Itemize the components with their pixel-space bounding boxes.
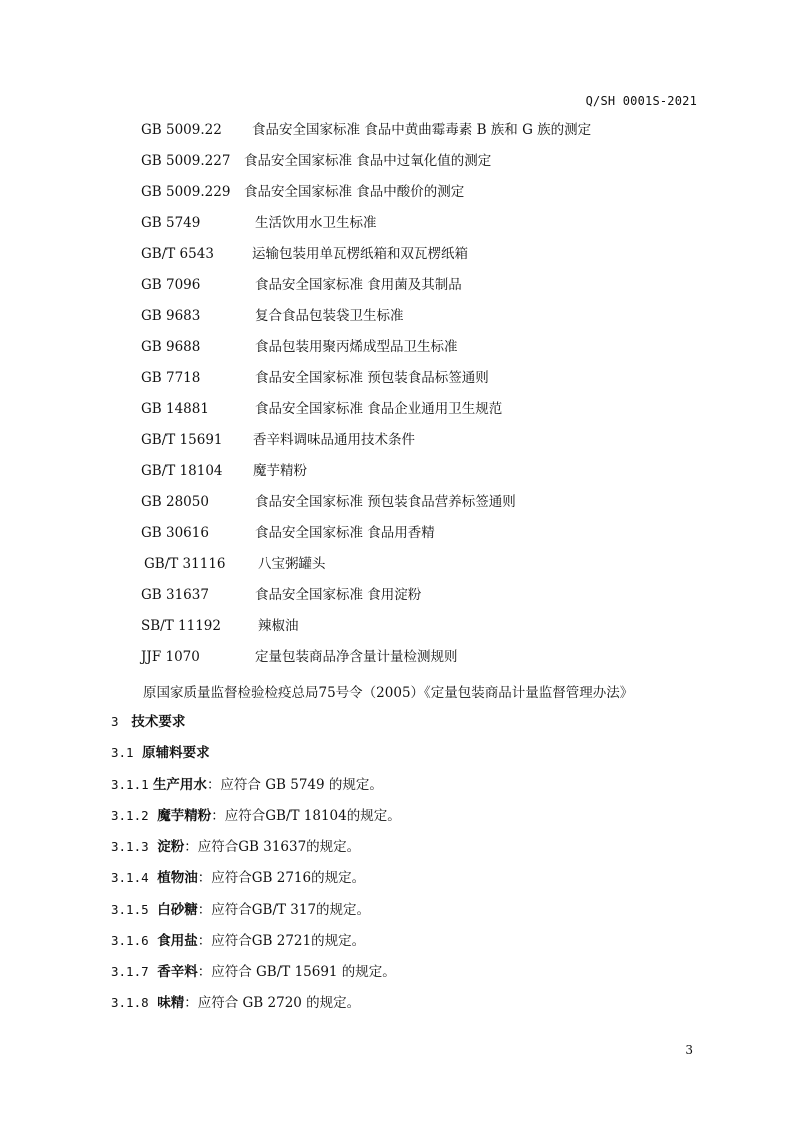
- reference-code: GB 5009.229: [141, 184, 231, 200]
- section-title: 技术要求: [131, 714, 186, 730]
- clause-label: 白砂糖: [157, 902, 198, 918]
- reference-code: GB 9688: [141, 339, 201, 355]
- reference-row: [0, 580, 793, 611]
- reference-row: [0, 549, 793, 580]
- reference-title: 食品安全国家标准 食品用香精: [255, 525, 435, 541]
- subsection-heading: [111, 741, 210, 761]
- clause-label: 香辛料: [157, 964, 198, 980]
- clause: [111, 804, 401, 824]
- reference-code: JJF 1070: [141, 649, 200, 665]
- reference-row: [0, 239, 793, 270]
- reference-title: 食品安全国家标准 食品中过氧化值的测定: [244, 153, 492, 169]
- clause-label: 淀粉: [157, 839, 185, 855]
- reference-row: [0, 270, 793, 301]
- reference-row: [0, 456, 793, 487]
- reference-title: 食品安全国家标准 食品企业通用卫生规范: [255, 401, 503, 417]
- clause-text: ：应符合GB/T 317的规定。: [197, 902, 371, 918]
- clause-text: ：应符合GB/T 18104的规定。: [211, 808, 401, 824]
- reference-code: GB/T 31116: [144, 556, 226, 572]
- reference-title: 食品安全国家标准 食用淀粉: [255, 587, 422, 603]
- clause-number: 3.1.3: [111, 839, 149, 854]
- reference-row: [0, 642, 793, 673]
- clause-text: ：应符合 GB/T 15691 的规定。: [197, 964, 396, 980]
- clause-label: 味精: [157, 995, 185, 1011]
- reference-code: GB 7718: [141, 370, 201, 386]
- clause: [111, 898, 370, 918]
- subsection-number: 3.1: [111, 745, 134, 760]
- clause: [111, 866, 365, 886]
- reference-row: [0, 487, 793, 518]
- subsection-title: 原辅料要求: [142, 745, 210, 761]
- reference-code: GB 30616: [141, 525, 209, 541]
- reference-row: [0, 611, 793, 642]
- reference-title: 食品安全国家标准 食品中黄曲霉毒素 B 族和 G 族的测定: [252, 122, 592, 138]
- reference-code: GB/T 6543: [141, 246, 214, 262]
- reference-code: GB 28050: [141, 494, 209, 510]
- reference-title: 食品安全国家标准 预包装食品营养标签通则: [255, 494, 516, 510]
- reference-code: GB 31637: [141, 587, 209, 603]
- reference-code: SB/T 11192: [141, 618, 221, 634]
- reference-title: 复合食品包装袋卫生标准: [255, 308, 404, 324]
- reference-code: GB 14881: [141, 401, 209, 417]
- reference-code: GB 5009.22: [141, 122, 222, 138]
- reference-title: 生活饮用水卫生标准: [255, 215, 377, 231]
- clause-number: 3.1.1: [111, 777, 149, 792]
- reference-row: [0, 363, 793, 394]
- reference-code: GB 9683: [141, 308, 201, 324]
- reference-title: 八宝粥罐头: [258, 556, 326, 572]
- reference-row: [0, 425, 793, 456]
- clause-label: 生产用水: [152, 777, 207, 793]
- reference-code: GB 5009.227: [141, 153, 231, 169]
- reference-row: [0, 177, 793, 208]
- clause-text: ：应符合GB 2721的规定。: [197, 933, 366, 949]
- clause: [111, 929, 365, 949]
- clause-number: 3.1.2: [111, 808, 149, 823]
- clause: [111, 773, 383, 793]
- reference-code: GB/T 15691: [141, 432, 223, 448]
- reference-code: GB/T 18104: [141, 463, 223, 479]
- clause-number: 3.1.7: [111, 964, 149, 979]
- clause-label: 魔芋精粉: [157, 808, 212, 824]
- reference-title: 香辛料调味品通用技术条件: [253, 432, 415, 448]
- reference-row: [0, 301, 793, 332]
- clause: [111, 960, 396, 980]
- page-number: 3: [685, 1043, 693, 1057]
- reference-title: 食品包装用聚丙烯成型品卫生标准: [255, 339, 458, 355]
- reference-title: 运输包装用单瓦楞纸箱和双瓦楞纸箱: [252, 246, 468, 262]
- reference-row: [0, 146, 793, 177]
- regulation-reference: 原国家质量监督检验检疫总局75号令（2005）《定量包装商品计量监督管理办法》: [143, 685, 634, 701]
- clause-text: ：应符合 GB 2720 的规定。: [184, 995, 361, 1011]
- clause-label: 食用盐: [157, 933, 198, 949]
- reference-row: [0, 115, 793, 146]
- clause-number: 3.1.4: [111, 870, 149, 885]
- reference-row: [0, 518, 793, 549]
- clause: [111, 991, 360, 1011]
- clause: [111, 835, 360, 855]
- clause-text: ：应符合GB 31637的规定。: [184, 839, 361, 855]
- clause-text: ：应符合 GB 5749 的规定。: [206, 777, 383, 793]
- reference-title: 食品安全国家标准 食品中酸价的测定: [244, 184, 465, 200]
- clause-text: ：应符合GB 2716的规定。: [197, 870, 366, 886]
- reference-title: 定量包装商品净含量计量检测规则: [255, 649, 458, 665]
- clause-number: 3.1.8: [111, 995, 149, 1010]
- reference-title: 食品安全国家标准 预包装食品标签通则: [255, 370, 489, 386]
- clause-number: 3.1.5: [111, 902, 149, 917]
- clause-number: 3.1.6: [111, 933, 149, 948]
- reference-row: [0, 208, 793, 239]
- clause-label: 植物油: [157, 870, 198, 886]
- reference-code: GB 5749: [141, 215, 201, 231]
- normative-references-list: [0, 115, 793, 673]
- reference-row: [0, 394, 793, 425]
- reference-title: 魔芋精粉: [253, 463, 307, 479]
- reference-title: 食品安全国家标准 食用菌及其制品: [255, 277, 462, 293]
- section-heading: [111, 710, 185, 730]
- section-number: 3: [111, 714, 119, 729]
- reference-code: GB 7096: [141, 277, 201, 293]
- reference-row: [0, 332, 793, 363]
- reference-title: 辣椒油: [258, 618, 299, 634]
- document-code-header: Q/SH 0001S-2021: [585, 94, 697, 108]
